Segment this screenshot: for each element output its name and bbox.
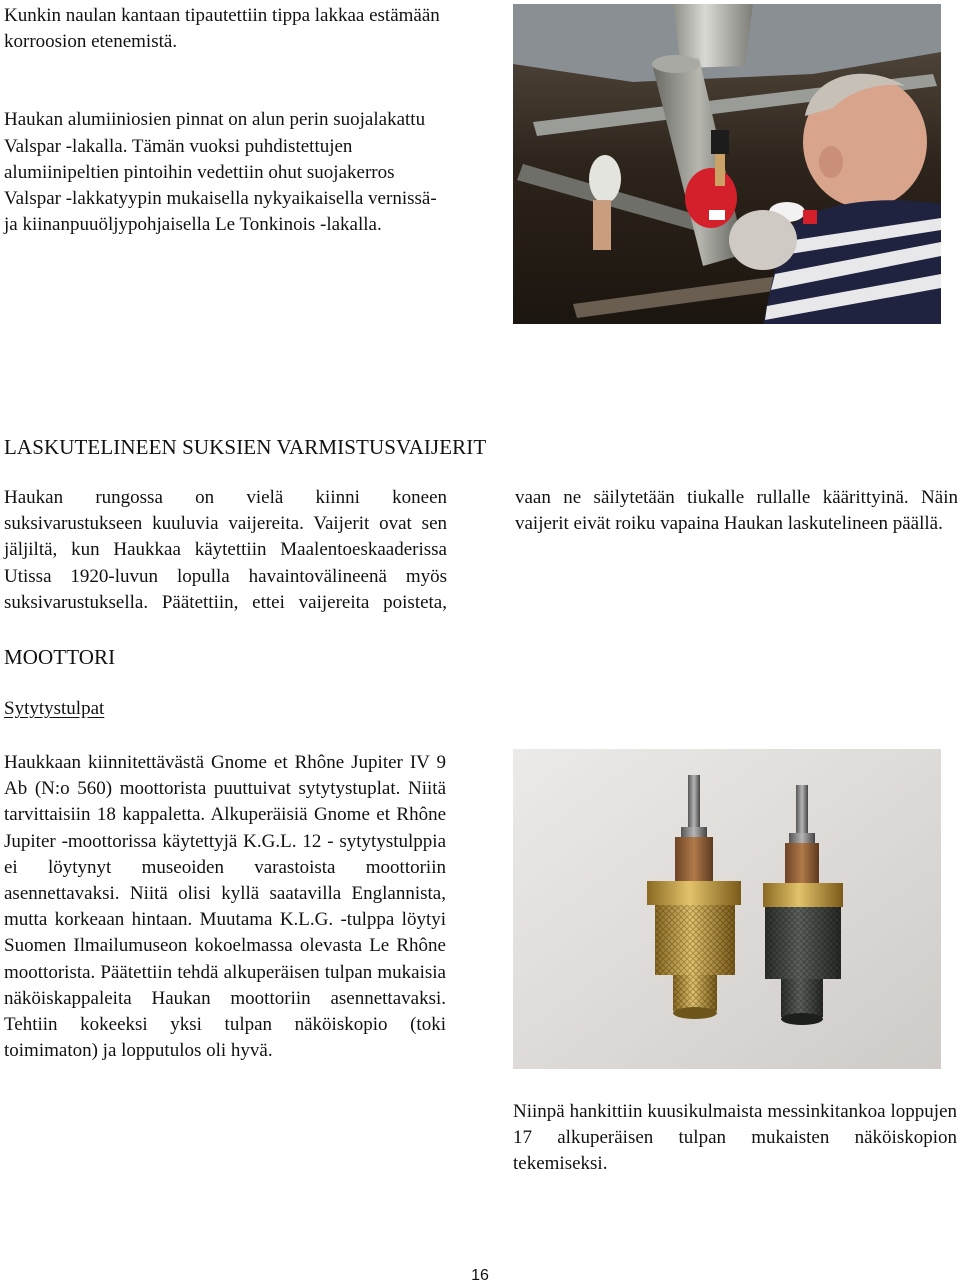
engine-heading: MOOTTORI	[4, 645, 116, 669]
engine-paragraph: Haukkaan kiinnitettävästä Gnome et Rhône Jupiter IV 9 Ab (N:o 560) moottorista puuttuivat sytytystuplat. Niitä tarvittaisiin 18 kappaletta. Alkuperäisiä Gnome et Rhône Jupiter -moottorissa käytettyjä K.G.L. 12 - sytytystulppia ei löytynyt museoiden varastoista moottoriin asennettavaksi. Niitä olisi kyllä saatavilla Englannista, mutta korkeaan hintaan. Muutama K.L.G. -tulppa löytyi Suomen Ilmailumuseon kokoelmassa olevasta Le Rhône moottorista. Päätettiin tehdä alkuperäisen tulpan mukaisia näköiskappaleita Haukan moottoriin asennettavaksi. Tehtiin kokeeksi yksi tulpan näköiskopio (toki toimimaton) ja lopputulos oli hyvä.	[4, 752, 446, 1062]
lacquer-paragraph-1: Kunkin naulan kantaan tipautettiin tippa lakkaa estämään korroosion etenemistä.	[4, 5, 440, 53]
spark-plugs-photo	[513, 749, 941, 1069]
lacquer-text	[4, 3, 444, 238]
varnishing-photo-illustration	[513, 4, 941, 324]
varnishing-photo	[513, 4, 941, 324]
lacquer-paragraph-2: Haukan alumiiniosien pinnat on alun perin suojalakattu Valspar -lakalla. Tämän vuoksi puhdistettujen alumiinipeltien pintoihin vedettiin ohut suojakerros Valspar -lakkatyypin mukaisella nykyaikaisella vernissä- ja kiinanpuuöljypohjaisella Le Tonkinois -lakalla.	[4, 109, 437, 236]
spark-plugs-subheading: Sytytystulpat	[4, 698, 105, 719]
spark-plugs-photo-illustration	[513, 749, 941, 1069]
page-number: 16	[471, 1267, 489, 1284]
ski-wires-text: Haukan rungossa on vielä kiinni koneen suksivarustukseen kuuluvia vaijereita. Vaijerit ovat sen jäljiltä, kun Haukkaa käytettiin Maalentoeskaaderissa Utissa 1920-luvun lopulla havaintovälineenä myös suksivarustuksella. Päätettiin, ettei vaijereita poisteta, vaan ne säilytetään tiukalle rullalle käärittyinä. Näin vaijerit eivät roiku vapaina Haukan laskutelineen päällä.	[4, 487, 958, 613]
spark-plugs-caption: Niinpä hankittiin kuusikulmaista messinkitankoa loppujen 17 alkuperäisen tulpan mukaisten näköiskopion tekemiseksi.	[513, 1101, 957, 1175]
ski-wires-heading: LASKUTELINEEN SUKSIEN VARMISTUSVAIJERIT	[4, 435, 487, 459]
